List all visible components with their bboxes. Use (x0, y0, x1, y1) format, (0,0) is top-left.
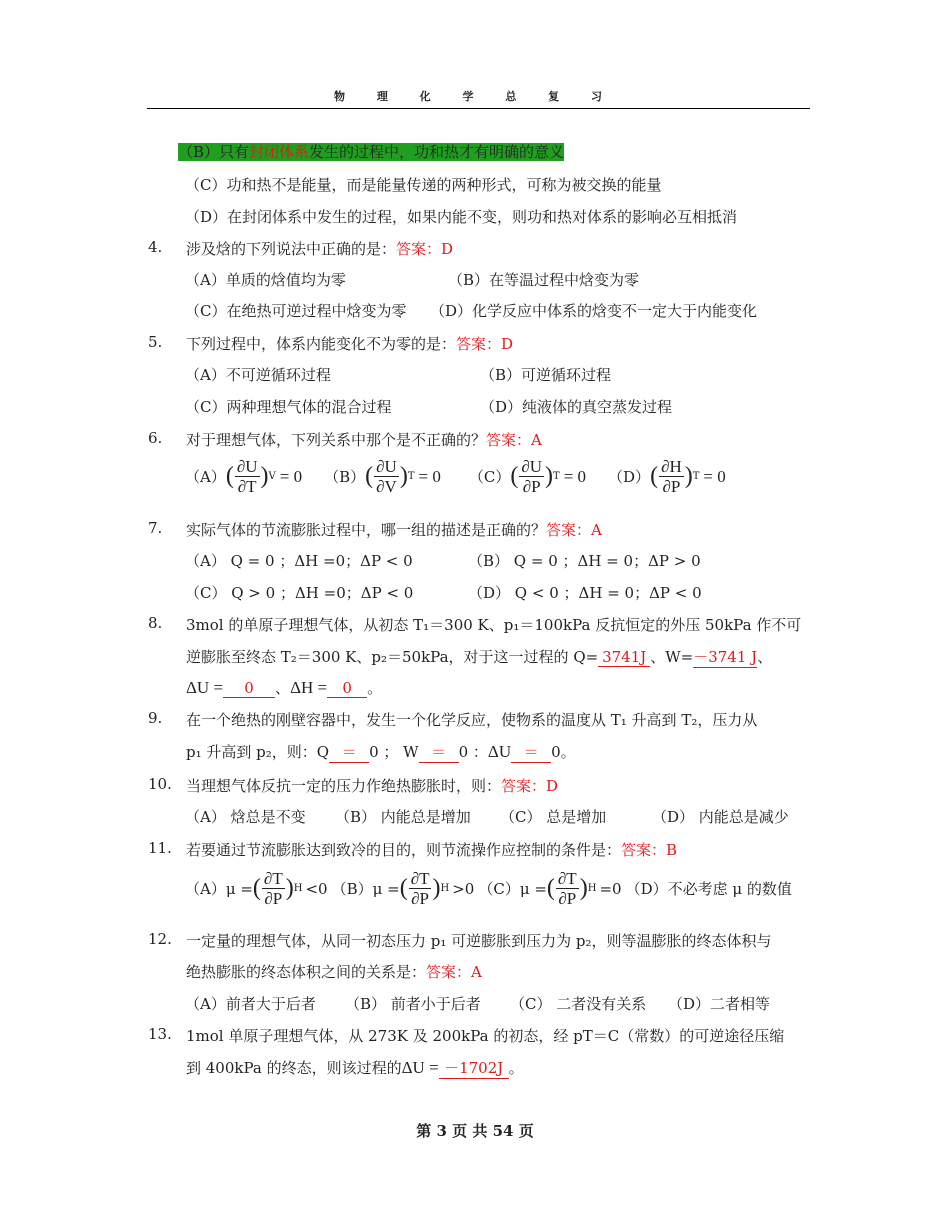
q6-answer: 答案：A (486, 431, 542, 449)
q12-option-c: （C） 二者没有关系 (510, 995, 647, 1013)
q8-w-answer: －3741 J (693, 648, 758, 666)
q6-stem: 对于理想气体，下列关系中那个是不正确的？答案：A (186, 431, 542, 449)
q4-option-a: （A）单质的焓值均为零 (185, 271, 346, 289)
page-header: 物 理 化 学 总 复 习 (334, 90, 616, 103)
q10-option-a: （A） 焓总是不变 (185, 808, 306, 826)
page-footer: 第 3 页 共 54 页 (416, 1122, 534, 1140)
q6-option-c: （C） ( $\frac{\partial U}{\partial P}$ ) T = 0 (468, 457, 587, 496)
q10-option-d: （D） 内能总是减少 (652, 808, 789, 826)
q12-option-b: （B） 前者小于后者 (345, 995, 481, 1013)
q12-option-a: （A）前者大于后者 (185, 995, 316, 1013)
q8-line-2: 逆膨胀至终态 T₂＝300 K、p₂＝50kPa，对于这一过程的 Q= 3741J 、W=－3741 J、 (186, 648, 773, 666)
q7-option-d: （D） Q < 0 ；ΔH = 0；ΔP < 0 (468, 584, 702, 602)
q4-answer: 答案：D (396, 240, 454, 258)
q7-stem: 实际气体的节流膨胀过程中，哪一组的描述是正确的？答案：A (186, 521, 602, 539)
q7-option-c: （C） Q > 0 ；ΔH =0；ΔP < 0 (185, 584, 414, 602)
q5-option-b: （B）可逆循环过程 (480, 366, 612, 384)
q8-line-3: ΔU = 0 、ΔH = 0 。 (186, 678, 383, 697)
q3-option-d: （D）在封闭体系中发生的过程，如果内能不变，则功和热对体系的影响必互相抵消 (185, 208, 738, 226)
q10-option-c: （C） 总是增加 (500, 808, 607, 826)
q4-stem: 涉及焓的下列说法中正确的是：答案：D (186, 240, 454, 258)
q5-option-c: （C）两种理想气体的混合过程 (185, 398, 392, 416)
q5-number: 5. (148, 333, 163, 351)
q5-option-d: （D）纯液体的真空蒸发过程 (480, 398, 673, 416)
q13-answer: －1702J (444, 1059, 504, 1077)
q13-line-2: 到 400kPa 的终态，则该过程的ΔU = －1702J 。 (186, 1058, 524, 1077)
q5-option-a: （A）不可逆循环过程 (185, 366, 331, 384)
q9-line-2: p₁ 升高到 p₂，则：Q ＝ 0 ； W ＝ 0 ：ΔU ＝ 0。 (186, 742, 576, 761)
q4-option-d: （D）化学反应中体系的焓变不一定大于内能变化 (430, 302, 758, 320)
q3-option-c: （C）功和热不是能量，而是能量传递的两种形式，可称为被交换的能量 (185, 176, 662, 194)
q11-option-b: （B）μ = ( $\frac{\partial T}{\partial P}$ ) H >0 (331, 869, 475, 908)
q11-option-a: （A）μ = ( $\frac{\partial T}{\partial P}$ ) H <0 (185, 869, 328, 908)
q8-dh-answer: 0 (342, 679, 352, 697)
q11-options (185, 870, 792, 907)
q11-answer: 答案：B (621, 841, 678, 859)
q4-option-c: （C）在绝热可逆过程中焓变为零 (185, 302, 407, 320)
q8-line-1: 3mol 的单原子理想气体，从初态 T₁＝300 K、p₁＝100kPa 反抗恒定的外压 50kPa 作不可 (186, 616, 802, 634)
q6-option-b: （B） ( $\frac{\partial U}{\partial V}$ ) T = 0 (324, 457, 441, 496)
q6-option-d: （D） ( $\frac{\partial H}{\partial P}$ ) T = 0 (608, 457, 726, 496)
q4-number: 4. (148, 238, 163, 256)
q7-option-a: （A） Q = 0 ；ΔH =0；ΔP < 0 (185, 552, 413, 570)
q5-answer: 答案：D (456, 335, 514, 353)
q9-line-1: 在一个绝热的刚壁容器中，发生一个化学反应，使物系的温度从 T₁ 升高到 T₂，压力从 (186, 711, 758, 729)
q6-options (185, 458, 726, 495)
q12-number: 12. (148, 930, 172, 948)
q13-line-1: 1mol 单原子理想气体，从 273K 及 200kPa 的初态，经 pT＝C（常数）的可逆途径压缩 (186, 1027, 785, 1045)
q5-stem: 下列过程中，体系内能变化不为零的是：答案：D (186, 335, 514, 353)
q10-answer: 答案：D (501, 777, 559, 795)
q8-number: 8. (148, 614, 163, 632)
q9-number: 9. (148, 709, 163, 727)
q10-stem: 当理想气体反抗一定的压力作绝热膨胀时，则：答案：D (186, 777, 559, 795)
q12-answer: 答案：A (426, 963, 482, 981)
q12-line-1: 一定量的理想气体，从同一初态压力 p₁ 可逆膨胀到压力为 p₂，则等温膨胀的终态体积与 (186, 932, 772, 950)
q10-number: 10. (148, 775, 172, 793)
q8-q-answer: 3741J (602, 648, 647, 666)
q3-option-b: （B）只有封闭体系发生的过程中，功和热才有明确的意义 (178, 143, 565, 161)
q11-number: 11. (148, 839, 172, 857)
q11-stem: 若要通过节流膨胀达到致冷的目的，则节流操作应控制的条件是：答案：B (186, 841, 678, 859)
q6-number: 6. (148, 429, 163, 447)
q13-number: 13. (148, 1025, 172, 1043)
q11-option-c: （C）μ = ( $\frac{\partial T}{\partial P}$ ) H =0 (478, 869, 622, 908)
q4-option-b: （B）在等温过程中焓变为零 (448, 271, 640, 289)
q7-option-b: （B） Q = 0 ；ΔH = 0；ΔP > 0 (468, 552, 701, 570)
q6-option-a: （A） ( $\frac{\partial U}{\partial T}$ ) V = 0 (185, 457, 303, 496)
q8-du-answer: 0 (244, 679, 254, 697)
header-rule (147, 108, 810, 109)
q12-line-2: 绝热膨胀的终态体积之间的关系是：答案：A (186, 963, 482, 981)
q7-number: 7. (148, 519, 163, 537)
q11-option-d: （D）不必考虑 μ 的数值 (625, 880, 792, 898)
q7-answer: 答案：A (546, 521, 602, 539)
q10-option-b: （B） 内能总是增加 (335, 808, 471, 826)
q12-option-d: （D）二者相等 (668, 995, 771, 1013)
